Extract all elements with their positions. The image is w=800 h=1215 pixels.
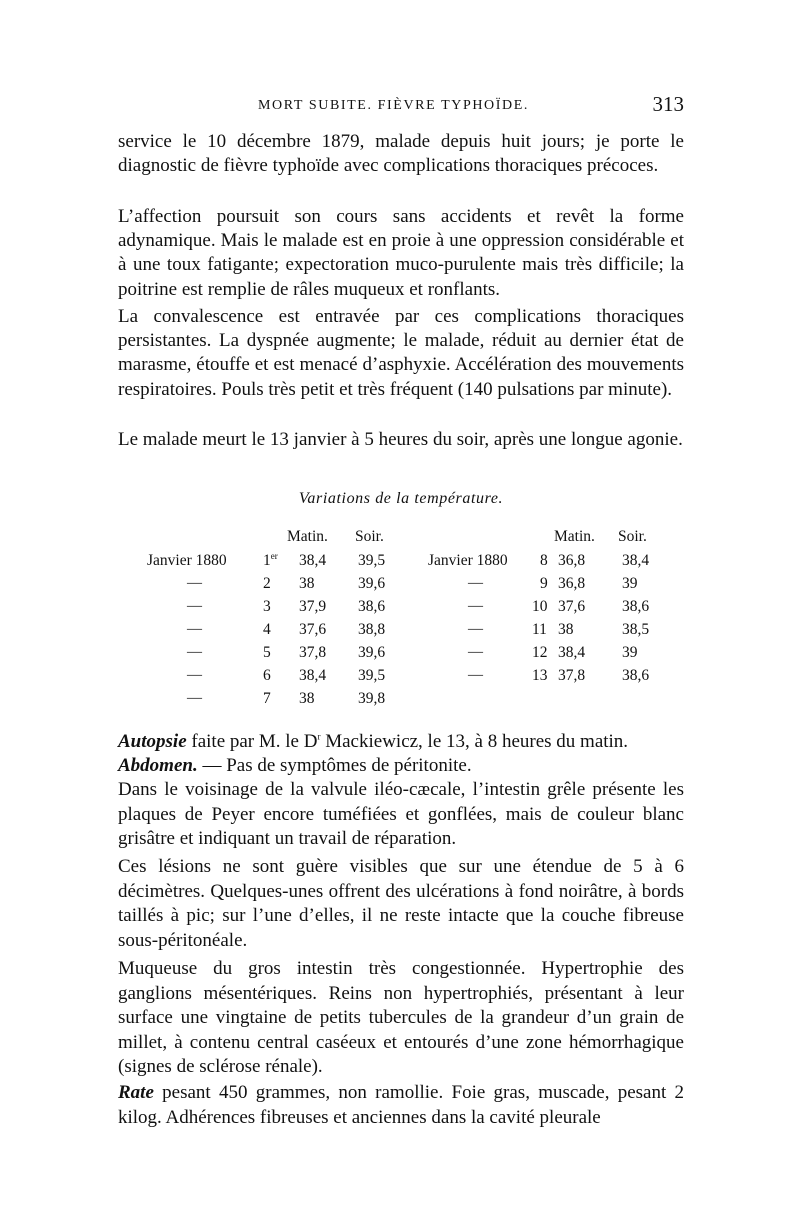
page-header (118, 94, 684, 124)
day-cell: 3 (263, 598, 271, 615)
soir-cell: 39,6 (358, 575, 386, 592)
paragraph-1: service le 10 décembre 1879, malade depuis huit jours; je porte le diagnostic de fièvre typhoïde avec complications thoraciques précoces. (118, 131, 684, 177)
month-cell: — (187, 598, 202, 614)
autopsy-line (118, 730, 684, 755)
month-cell: — (468, 667, 483, 683)
matin-cell: 37,6 (299, 621, 327, 638)
day-cell: 13 (532, 667, 548, 684)
rate-label: Rate (118, 1082, 154, 1103)
day-cell (263, 552, 278, 570)
matin-cell: 37,8 (299, 644, 327, 661)
rate-paragraph (118, 1081, 684, 1130)
matin-cell: 37,8 (558, 667, 586, 684)
page-number: 313 (652, 92, 684, 116)
paragraph-4: Le malade meurt le 13 janvier à 5 heures du soir, après une longue agonie. (118, 429, 683, 450)
day-cell: 12 (532, 644, 548, 661)
table-row (147, 621, 447, 643)
abdomen-text: — Pas de symptômes de péritonite. (202, 755, 472, 776)
matin-cell: 38 (299, 575, 315, 592)
day-number: 1 (263, 552, 271, 569)
paragraph-7: Muqueuse du gros intestin très congestionnée. Hypertrophie des ganglions mésentériques. Reins non hypertrophiés, présentant à leur surface une vingtaine de petits tubercules de la grandeur d’un grain de millet, à contenu central caséeux et entourés d’une zone hémorrhagique (signes de sclérose rénale). (118, 958, 684, 1077)
temperature-table-right (428, 528, 688, 688)
autopsy-label: Autopsie (118, 731, 187, 752)
matin-cell: 36,8 (558, 552, 586, 569)
month-cell: — (187, 575, 202, 591)
abdomen-line (118, 754, 684, 779)
table-row (147, 575, 447, 597)
column-header-matin: Matin. (554, 528, 595, 545)
day-cell: 9 (540, 575, 548, 592)
table-row (428, 575, 728, 597)
day-cell: 2 (263, 575, 271, 592)
day-cell: 7 (263, 690, 271, 707)
column-header-soir: Soir. (618, 528, 647, 545)
soir-cell: 38,5 (622, 621, 650, 638)
month-cell: — (187, 644, 202, 660)
matin-cell: 37,6 (558, 598, 586, 615)
soir-cell: 38,6 (358, 598, 386, 615)
autopsy-text-b: Mackiewicz, le 13, à 8 heures du matin. (325, 731, 629, 752)
soir-cell: 38,6 (622, 598, 650, 615)
paragraph-6: Ces lésions ne sont guère visibles que sur une étendue de 5 à 6 décimètres. Quelques-unes offrent des ulcérations à fond noirâtre, à bords taillés à pic; sur l’une d’elles, il ne reste intacte que la couche fibreuse sous-péritonéale. (118, 856, 684, 951)
table-row (428, 552, 728, 574)
day-cell: 5 (263, 644, 271, 661)
table-row (147, 690, 447, 712)
paragraph-2: L’affection poursuit son cours sans accidents et revêt la forme adynamique. Mais le malade est en proie à une oppression considérable et à une toux fatigante; expectoration muco-purulente mais très difficile; la poitrine est remplie de râles muqueux et ronflants. (118, 206, 684, 300)
matin-cell: 38 (558, 621, 574, 638)
month-cell: — (468, 621, 483, 637)
soir-cell: 39 (622, 575, 638, 592)
soir-cell: 39,8 (358, 690, 386, 707)
matin-cell: 38,4 (299, 552, 327, 569)
month-cell: — (468, 598, 483, 614)
table-row (428, 667, 728, 689)
matin-cell: 37,9 (299, 598, 327, 615)
autopsy-text-a: faite par M. le D (191, 731, 318, 752)
running-title: MORT SUBITE. FIÈVRE TYPHOÏDE. (258, 98, 529, 113)
month-cell: — (187, 690, 202, 706)
table-row (428, 621, 728, 643)
soir-cell: 39,5 (358, 667, 386, 684)
day-cell: 8 (540, 552, 548, 569)
month-cell: — (468, 575, 483, 591)
soir-cell: 39,6 (358, 644, 386, 661)
month-cell: Janvier 1880 (147, 552, 227, 569)
table-row (147, 598, 447, 620)
rate-text: pesant 450 grammes, non ramollie. Foie gras, muscade, pesant 2 kilog. Adhérences fibreuses et anciennes dans la cavité pleurale (118, 1082, 685, 1128)
table-row (147, 667, 447, 689)
day-cell: 4 (263, 621, 271, 638)
table-row (428, 644, 728, 666)
abdomen-label: Abdomen. (118, 755, 198, 776)
day-cell: 11 (532, 621, 547, 638)
table-caption: Variations de la température. (298, 490, 504, 507)
month-cell: — (187, 667, 202, 683)
month-cell: Janvier 1880 (428, 552, 508, 569)
soir-cell: 38,4 (622, 552, 650, 569)
matin-cell: 38,4 (558, 644, 586, 661)
temperature-table-left (147, 528, 407, 708)
day-cell: 10 (532, 598, 548, 615)
autopsy-text-sup: r (317, 731, 321, 742)
matin-cell: 38 (299, 690, 315, 707)
paragraph-3: La convalescence est entravée par ces complications thoraciques persistantes. La dyspnée augmente; le malade, réduit au dernier état de marasme, étouffe et est menacé d’asphyxie. Accélération des mouvements respiratoires. Pouls très petit et très fréquent (140 pulsations par minute). (118, 306, 684, 400)
day-cell: 6 (263, 667, 271, 684)
paragraph-5: Dans le voisinage de la valvule iléo-cæcale, l’intestin grêle présente les plaques de Peyer encore tuméfiées et gonflées, mais de couleur blanc grisâtre et indiquant un travail de réparation. (118, 779, 684, 849)
matin-cell: 36,8 (558, 575, 586, 592)
table-row (147, 552, 447, 574)
column-header-soir: Soir. (355, 528, 384, 545)
table-row (428, 598, 728, 620)
soir-cell: 38,8 (358, 621, 386, 638)
day-suffix: er (270, 550, 278, 561)
month-cell: — (187, 621, 202, 637)
month-cell: — (468, 644, 483, 660)
soir-cell: 39,5 (358, 552, 386, 569)
matin-cell: 38,4 (299, 667, 327, 684)
soir-cell: 38,6 (622, 667, 650, 684)
column-header-matin: Matin. (287, 528, 328, 545)
soir-cell: 39 (622, 644, 638, 661)
table-row (147, 644, 447, 666)
